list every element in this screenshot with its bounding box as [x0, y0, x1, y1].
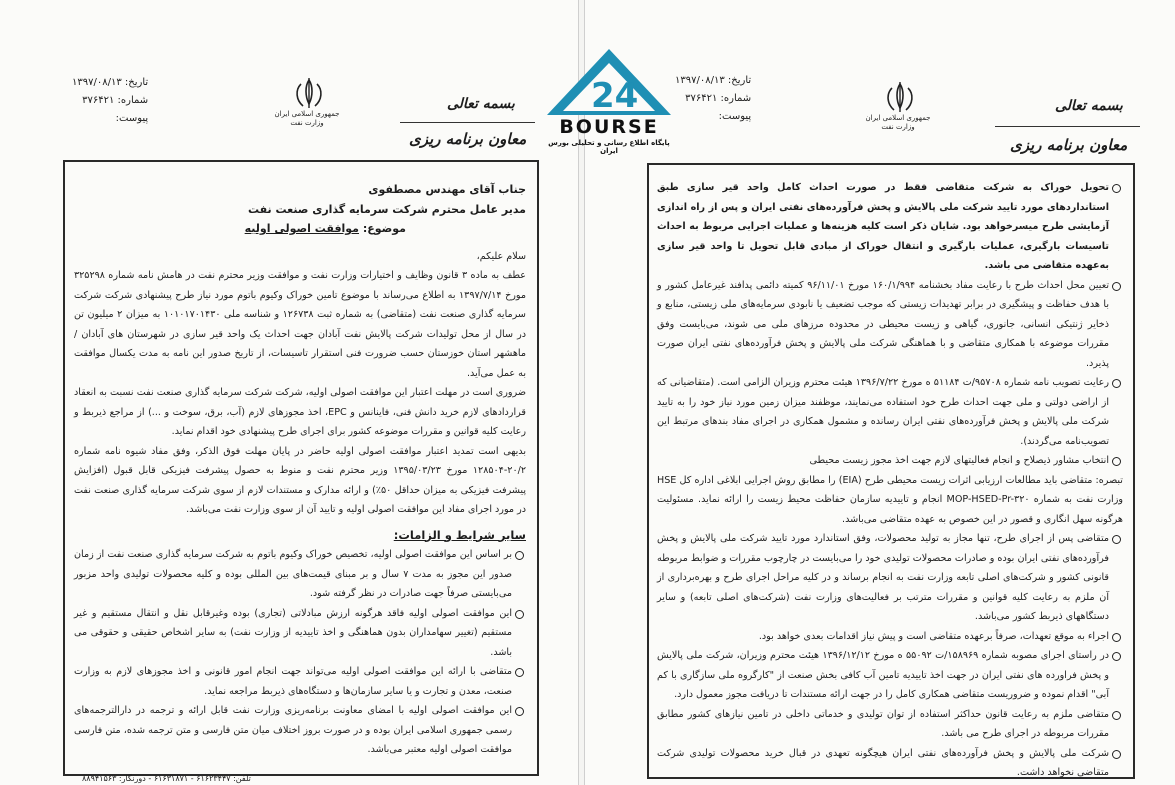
date-label: تاریخ: [124, 77, 149, 88]
item-5: متقاضی پس از اجرای طرح، تنها مجاز به تولید محصولات، وفق استاندارد مورد تایید شرکت ملی پالایش و پخش فرآورده‌های نفتی ایران بوده و صادرات محصولات تولیدی خود را می‌بایست در چارچوب مقررات و ضوابط مربوطه قانونی کشور و شرکت‌های اصلی تابعه وزارت نفت به انجام برساند و در کلیه مراحل اجرای طرح و بهره‌برداری از آن ملزم به رعایت کلیه قوانین و مقررات مترتب بر فعالیت‌های وزارت نفت (شرکت‌های اصلی تابعه) و سایر دستگاههای ذیربط کشور می‌باشد. [657, 529, 1123, 627]
letter-page-1 [0, 0, 579, 785]
item-3: رعایت تصویب نامه شماره ۹۵۷۰۸/ت ۵۱۱۸۴ ه مورخ ۱۳۹۶/۷/۲۲ هیئت محترم وزیران الزامی است. (متقاضیانی که از اراضی دولتی و ملی جهت احداث طرح خود استفاده می‌نمایند، موظفند میزان زمین مورد نیاز خود را به تایید شرکت ملی پالایش و پخش فرآورده‌های نفتی ایران رسانده و مشمول همکاری در اجرای مفاد بندهای مرتبط این تصویب‌نامه می‌گردند). [657, 373, 1123, 451]
paragraph-1: عطف به ماده ۳ قانون وظایف و اختیارات وزارت نفت و موافقت وزیر محترم نفت در هامش نامه شماره ۳۲۵۲۹۸ مورخ ۱۳۹۷/۷/۱۴ به اطلاع می‌رساند با موضوع تامین خوراک وکیوم باتوم مورد نیاز طرح پیشنهادی شرکت شرکت سرمایه گذاری صنعت نفت (متقاضی) به شماره ثبت ۱۲۶۷۳۸ و شناسه ملی ۱۰۱۰۱۷۰۱۴۳۰ به میزان ۲ میلیون تن در سال از محل تولیدات شرکت پالایش نفت آبادان جهت احداث یک واحد قیر سازی در شهرستان های آبادان / ماهشهر استان خوزستان حسب ضرورت فنی استقرار تاسیسات، از تاریخ صدور این نامه به مدت یکسال موافقت به عمل می‌آید. [74, 270, 526, 379]
number-label: شماره: [117, 95, 149, 106]
letter-body [74, 180, 526, 760]
gov-line1-2: جمهوری اسلامی ایران [865, 114, 931, 122]
condition-4: این موافقت اصولی اولیه با امضای معاونت برنامه‌ریزی وزارت نفت قابل ارائه و ترجمه در دارالترجمه‌های رسمی جمهوری اسلامی ایران بوده و در صورت بروز اختلاف میان متن فارسی و متن ترجمه شده، متن فارسی موافقت اصولی اولیه معتبر می‌باشد. [74, 701, 526, 760]
government-caption-2 [863, 114, 933, 132]
logo-tagline: پایگاه اطلاع رسانی و تحلیلی بورس ایران [548, 139, 670, 155]
item-9: شرکت ملی پالایش و پخش فرآورده‌های نفتی ایران هیچگونه تعهدی در قبال خرید محصولات تولیدی شرکت متقاضی نخواهد داشت. [657, 744, 1123, 783]
iran-emblem-icon-2 [878, 80, 922, 114]
item-6: اجراء به موقع تعهدات، صرفاً برعهده متقاضی است و پیش نیاز اقدامات بعدی خواهد بود. [657, 627, 1123, 647]
letter-number: ۳۷۶۴۲۱ [82, 95, 115, 106]
greeting: سلام علیکم، [476, 250, 526, 262]
letter-date: ۱۳۹۷/۰۸/۱۳ [72, 77, 122, 88]
recipient-title: مدیر عامل محترم شرکت سرمایه گذاری صنعت نفت [247, 202, 526, 216]
letter-footer: تلفن: ۶۱۶۲۳۴۴۷ - ۶۱۶۳۱۸۷۱ - دورنگار: ۸۸۹۴۱۵۶۳ [82, 774, 251, 783]
date-label-2: تاریخ: [727, 75, 752, 86]
condition-1: بر اساس این موافقت اصولی اولیه، تخصیص خوراک وکیوم باتوم به شرکت سرمایه گذاری صنعت نفت از زمان صدور این مجوز به مدت ۷ سال و بر مبنای قیمت‌های بین المللی بوده و کلیه محصولات تولیدی واحد مزبور می‌بایستی صرفاً جهت صادرات در نظر گرفته شود. [74, 545, 526, 604]
logo-number: 24 [591, 76, 639, 116]
item-4: انتخاب مشاور ذیصلاح و انجام فعالیتهای لازم جهت اخذ مجوز زیست محیطی [657, 451, 1123, 471]
condition-2: این موافقت اصولی اولیه فاقد هرگونه ارزش مبادلاتی (تجاری) بوده وغیرقابل نقل و انتقال مستقیم و غیر مستقیم (تغییر سهامداران بدون هماهنگی و اخذ تاییدیه از وزارت نفت) به سایر اشخاص حقیقی و حقوقی می باشد. [74, 604, 526, 663]
item-7: در راستای اجرای مصوبه شماره ۱۵۸۹۶۹/ت ۵۵۰۹۲ ه مورخ ۱۳۹۶/۱۲/۱۲ هیئت محترم وزیران، شرکت ملی پالایش و پخش فراورده های نفتی ایران در جهت اخذ تاییدیه تامین آب کافی بخش صنعت از "کارگروه ملی سازگاری با کم آبی" اقدام نموده و ضروریست متقاضی همکاری کامل را در جهت ارائه مستندات تا دریافت مجوز معمول دارد. [657, 646, 1123, 705]
gov-line2: وزارت نفت [290, 119, 324, 127]
logo-wordmark: BOURSE [559, 116, 659, 138]
iran-emblem-icon [287, 76, 331, 110]
deputy-title: معاون برنامه ریزی [409, 130, 527, 148]
item-4-note: تبصره: متقاضی باید مطالعات ارزیابی اثرات زیست محیطی طرح (EIA) را مطابق روش اجرایی ابلاغی اداره کل HSE وزارت نفت به شماره MOP-HSED-Pr-۳۲۰ انجام و تاییدیه سازمان حفاظت محیط زیست را ارائه نماید. مسئولیت هرگونه سهل انگاری و قصور در این خصوص به عهده متقاضی می‌باشد. [657, 474, 1123, 525]
subject-label: موضوع: [362, 222, 406, 235]
letter-body-2 [657, 178, 1123, 783]
letter-number-2: ۳۷۶۴۲۱ [685, 93, 718, 104]
letter-meta [72, 74, 148, 128]
attachment-label-2: پیوست: [718, 111, 752, 122]
recipient-name: جناب آقای مهندس مصطفوی [368, 183, 526, 196]
conditions-heading: سایر شرایط و الزامات: [393, 527, 526, 542]
number-label-2: شماره: [720, 93, 752, 104]
subject-text: موافقت اصولی اولیه [244, 222, 359, 235]
bismillah-heading-2: بسمه تعالی [1055, 98, 1123, 114]
item-8: متقاضی ملزم به رعایت قانون حداکثر استفاده از توان تولیدی و خدماتی داخلی در تامین نیازهای کشور مطابق مقررات مربوطه در اجرای طرح می باشد. [657, 705, 1123, 744]
gov-line2-2: وزارت نفت [881, 123, 915, 131]
gov-line1: جمهوری اسلامی ایران [274, 110, 340, 118]
deputy-title-2: معاون برنامه ریزی [1010, 136, 1128, 154]
subject-line [74, 219, 526, 239]
paragraph-3: بدیهی است تمدید اعتبار موافقت اصولی اولیه حاضر در پایان مهلت فوق الذکر، وفق مفاد شیوه نامه شماره ۲۰/۲-۱۲۸۵۰۴ مورخ ۱۳۹۵/۰۳/۲۳ وزیر محترم نفت و منوط به حصول پیشرفت فیزیکی قابل قبول (افزایش پیشرفت فیزیکی به میزان حداقل ۵۰٪) و ارائه مدارک و مستندات لازم از سوی شرکت سرمایه گذاری صنعت نفت در مورد اجرای مفاد این موافقت اصولی اولیه و تایید آن از سوی وزارت نفت می‌باشد. [74, 445, 526, 515]
condition-3: متقاضی با ارائه این موافقت اصولی اولیه می‌تواند جهت انجام امور قانونی و اخذ مجوزهای لازم به وزارت صنعت، معدن و تجارت و یا سایر سازمان‌ها و دستگاه‌های ذیربط مراجعه نماید. [74, 662, 526, 701]
header-divider-2 [995, 126, 1140, 127]
bismillah-heading: بسمه تعالی [447, 96, 515, 112]
paragraph-2: ضروری است در مهلت اعتبار این موافقت اصولی اولیه، شرکت شرکت سرمایه گذاری صنعت نفت نسبت به انعقاد قراردادهای لازم خرید دانش فنی، فاینانس و EPC، اخذ مجوزهای لازم (آب، برق، سوخت و ...) از مراجع ذیربط و رعایت کلیه قوانین و مقررات موضوعه کشور برای اجرای طرح پیشنهادی خود اقدام نماید. [74, 387, 526, 437]
letter-date-2: ۱۳۹۷/۰۸/۱۳ [675, 75, 725, 86]
item-2: تعیین محل احداث طرح با رعایت مفاد بخشنامه ۱۶۰/۱/۹۹۴ مورخ ۹۶/۱۱/۰۱ کمیته دائمی پدافند غیرعامل کشور و با هدف حفاظت و پیشگیری در برابر تهدیدات زیستی که موجب تضعیف یا نابودی سرمایه‌های ملی زیستی، منابع و ذخایر ژنتیکی انسانی، جانوری، گیاهی و زیست محیطی در محدوده مرزهای ملی می شوند، می‌بایست وفق مقررات موضوعه با همکاری متقاضی و با هماهنگی شرکت ملی پالایش و پخش فرآورده‌های نفتی ایران صورت پذیرد. [657, 276, 1123, 374]
letter-meta-2 [675, 72, 751, 126]
attachment-label: پیوست: [115, 113, 149, 124]
government-caption [272, 110, 342, 128]
item-1: تحویل خوراک به شرکت متقاضی فقط در صورت احداث کامل واحد قیر سازی طبق استانداردهای مورد تایید شرکت ملی پالایش و پخش فرآورده‌های نفتی ایران و پس از راه اندازی آزمایشی طرح میسرخواهد بود. شایان ذکر است کلیه هزینه‌ها و عملیات اجرایی مربوط به احداث تاسیسات بارگیری، عملیات بارگیری و انتقال خوراک از مبادی قابل تحویل تا واحد قیر سازی به‌عهده متقاضی می باشد. [657, 178, 1123, 276]
header-divider [400, 122, 535, 123]
